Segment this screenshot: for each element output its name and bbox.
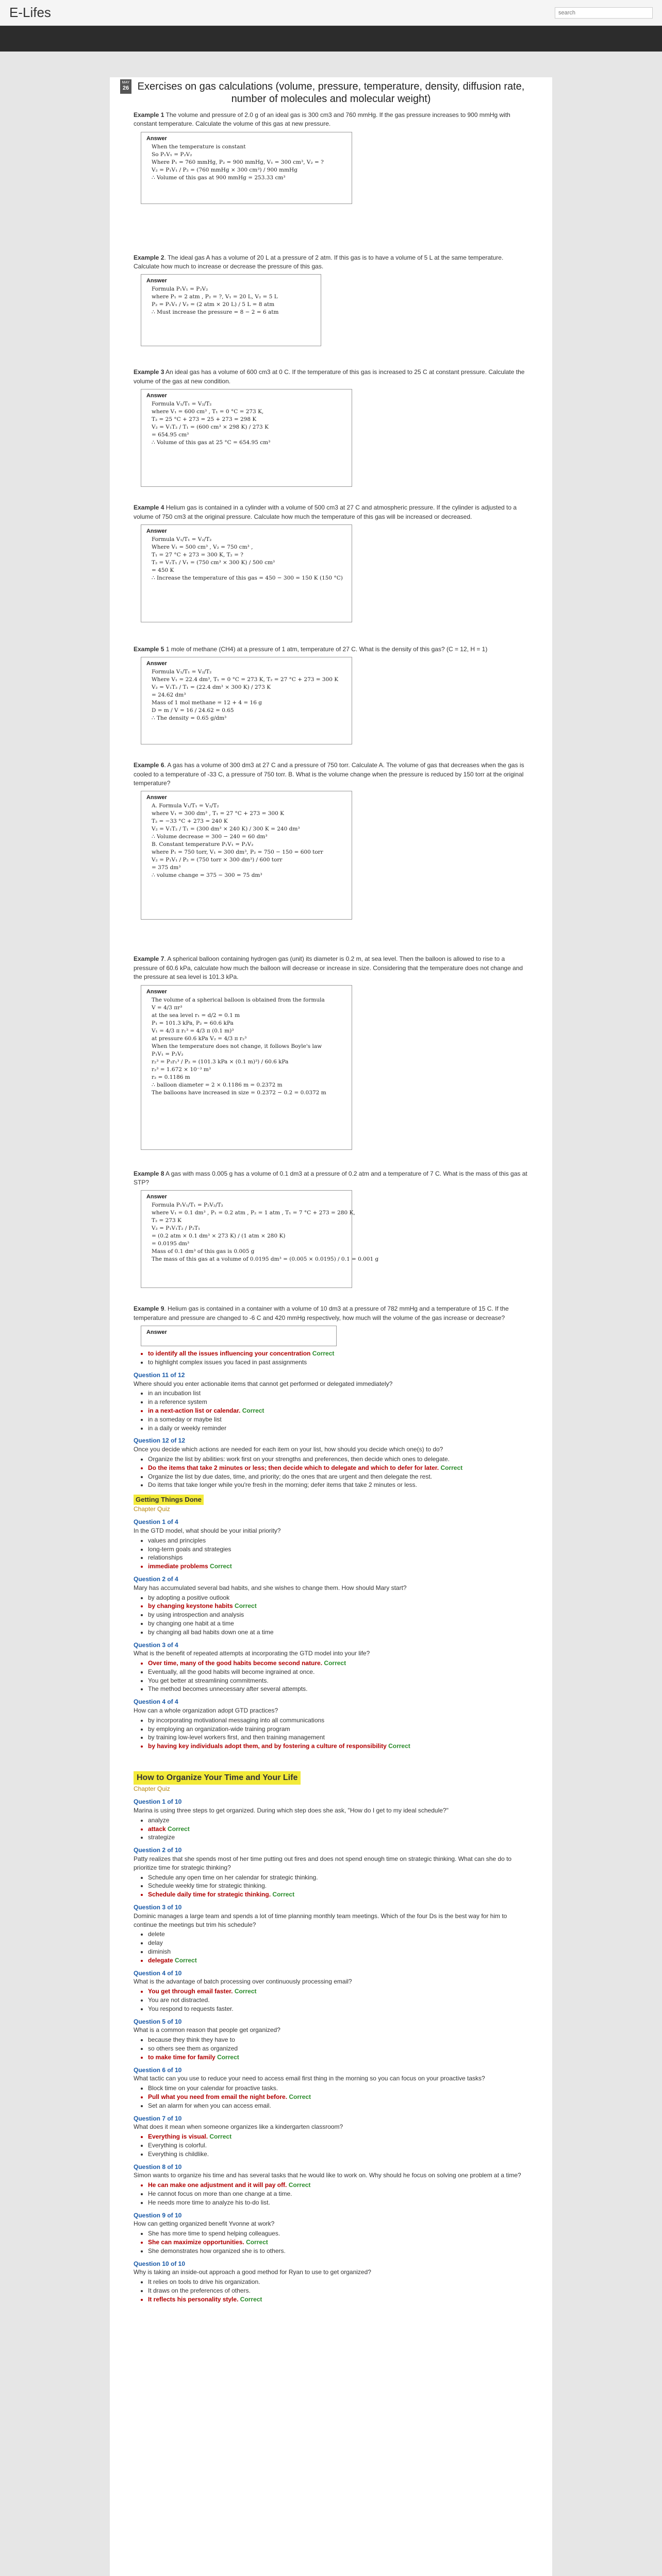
example-text: Example 5 1 mole of methane (CH4) at a pressure of 1 atm, temperature of 27 C. What is the density of this gas? (C = 12, H = 1)	[134, 645, 488, 653]
option-item[interactable]: • Eventually, all the good habits will become ingrained at once.	[148, 1668, 528, 1676]
option-item[interactable]: • You respond to requests faster.	[148, 2005, 528, 2013]
option-item[interactable]: • Set an alarm for when you can access email.	[148, 2102, 528, 2110]
section-heading	[134, 1495, 528, 1505]
answer-line: Formula V₁/T₁ = V₂/T₂	[152, 401, 212, 408]
page-title: Exercises on gas calculations (volume, pressure, temperature, density, diffusion rate, number of molecules and molecular weight)	[137, 81, 525, 105]
option-list	[134, 1389, 528, 1432]
answer-line: P₁V₁ = P₂V₂	[152, 1050, 184, 1057]
option-list	[134, 2084, 528, 2110]
answer-line: Formula P₁V₁ = P₂V₂	[152, 286, 208, 293]
answer-line: r₂ = 0.1186 m	[152, 1074, 190, 1080]
date-badge	[120, 79, 131, 94]
option-item[interactable]: • She has more time to spend helping colleagues.	[148, 2229, 528, 2238]
option-item[interactable]: • in a reference system	[148, 1398, 528, 1406]
option-item[interactable]: • strategize	[148, 1833, 528, 1842]
question-number: Question 12 of 12	[134, 1437, 186, 1445]
question-text: What does it mean when someone organizes like a kindergarten classroom?	[134, 2123, 343, 2131]
answer-line: = 450 K	[152, 567, 174, 573]
example-text: Example 8 A gas with mass 0.005 g has a volume of 0.1 dm3 at a pressure of 0.2 atm and a temperature of 7 C. What is the mass of this gas at STP?	[134, 1170, 527, 1187]
question-number: Question 8 of 10	[134, 2163, 182, 2171]
correct-label: Correct	[168, 1825, 190, 1833]
option-list	[134, 2132, 528, 2158]
option-item[interactable]: • Organize the list by due dates, time, and priority; do the ones that are urgent and then delegate the rest.	[148, 1472, 528, 1481]
answer-line: V₁ = 4/3 π r₁³ = 4/3 π (0.1 m)³	[152, 1027, 234, 1034]
option-list	[134, 1349, 528, 1367]
option-item[interactable]: • by incorporating motivational messaging into all communications	[148, 1716, 528, 1725]
answer-line: A. Formula V₁/T₁ = V₂/T₂	[152, 803, 219, 809]
answer-line: Where V₁ = 22.4 dm³, T₁ = 0 °C = 273 K, T₂ = 27 °C + 273 = 300 K	[152, 676, 339, 683]
date-month: MAY	[122, 81, 130, 84]
option-item[interactable]: • by adopting a positive outlook	[148, 1594, 528, 1602]
correct-label: Correct	[272, 1891, 295, 1899]
option-list	[134, 1987, 528, 2013]
answer-result: ∴ The density = 0.65 g/dm³	[152, 715, 227, 722]
answer-line: T₁ = 27 °C + 273 = 300 K, T₂ = ?	[152, 551, 243, 558]
question-text: In the GTD model, what should be your initial priority?	[134, 1527, 281, 1534]
answer-line: = 0.0195 dm³	[152, 1241, 190, 1247]
answer-box	[141, 985, 352, 1150]
option-item[interactable]: • in a next-action list or calendar. Correct	[148, 1406, 528, 1415]
option-item[interactable]: • by using introspection and analysis	[148, 1611, 528, 1619]
option-item[interactable]: • Pull what you need from email the night before. Correct	[148, 2093, 528, 2102]
option-item[interactable]: • delete	[148, 1930, 528, 1939]
answer-label: Answer	[146, 794, 167, 801]
example-text: Example 1 The volume and pressure of 2.0 g of an ideal gas is 300 cm3 and 760 mmHg. If the gas pressure increases to 900 mmHg with constant temperature. Calculate the volume of this gas at new pressure.	[134, 111, 510, 128]
answer-line: T₂ = −33 °C + 273 = 240 K	[152, 818, 228, 825]
answer-box	[141, 1190, 379, 1288]
question-number: Question 1 of 10	[134, 1798, 182, 1806]
answer-line: T₂ = V₂T₁ / V₁ = (750 cm³ × 300 K) / 500 cm³	[152, 559, 275, 566]
correct-label: Correct	[289, 2093, 311, 2100]
example-label: Example 8	[134, 1170, 164, 1177]
answer-line: r₂³ = P₁r₁³ / P₂ = (101.3 kPa × (0.1 m)³) / 60.6 kPa	[152, 1058, 289, 1065]
example-text: Example 7. A spherical balloon containing hydrogen gas (unit) its diameter is 0.2 m, at sea level. Then the balloon is allowed to rise to a pressure of 60.6 kPa, calculate how much the balloon will decrease or increase in size. Considering that the temperature does not change and the pressure at sea level is 101.3 kPa.	[134, 955, 523, 981]
option-item[interactable]: • Schedule weekly time for strategic thinking.	[148, 1882, 528, 1890]
question-number: Question 10 of 10	[134, 2260, 186, 2267]
option-item[interactable]: • attack Correct	[148, 1825, 528, 1834]
option-list	[134, 2036, 528, 2061]
answer-line: V₂ = V₁T₂ / T₁ = (300 dm³ × 240 K) / 300 K = 240 dm³	[152, 826, 300, 833]
article	[110, 77, 552, 2576]
option-item[interactable]: • by changing keystone habits Correct	[148, 1602, 528, 1611]
answer-result: ∴ Volume of this gas at 25 °C = 654.95 cm³	[152, 439, 271, 446]
option-item[interactable]: • He needs more time to analyze his to-do list.	[148, 2198, 528, 2207]
answer-line: D = m / V = 16 / 24.62 = 0.65	[152, 707, 234, 714]
question-number: Question 3 of 10	[134, 1904, 182, 1911]
question-text: Mary has accumulated several bad habits, and she wishes to change them. How should Mary start?	[134, 1584, 407, 1591]
answer-box	[141, 274, 321, 346]
answer-line: P₂ = P₁V₁ / V₂ = (2 atm × 20 L) / 5 L = 8 atm	[152, 301, 275, 308]
answer-box	[141, 791, 352, 920]
option-item[interactable]: • It reflects his personality style. Correct	[148, 2295, 528, 2304]
example-label: Example 9	[134, 1305, 164, 1313]
answer-line: When the temperature is constant	[152, 143, 246, 150]
examples	[134, 111, 528, 1346]
option-item[interactable]: • It relies on tools to drive his organization.	[148, 2278, 528, 2286]
question-number: Question 6 of 10	[134, 2066, 182, 2074]
option-item[interactable]: • delegate Correct	[148, 1956, 528, 1965]
answer-label: Answer	[146, 528, 167, 534]
correct-label: Correct	[210, 1563, 232, 1570]
option-item[interactable]: • values and principles	[148, 1536, 528, 1545]
question-text: How can getting organized benefit Yvonne at work?	[134, 2220, 275, 2228]
nav-bar	[0, 26, 662, 52]
answer-box	[141, 389, 352, 487]
quizzes	[134, 1349, 528, 2303]
option-item[interactable]: • You get through email faster. Correct	[148, 1987, 528, 1996]
answer-label: Answer	[146, 278, 167, 284]
option-list	[134, 1659, 528, 1693]
answer-line: T₂ = 273 K	[152, 1217, 181, 1224]
answer-line: The volume of a spherical balloon is obtained from the formula	[152, 996, 325, 1003]
correct-label: Correct	[388, 1742, 410, 1750]
correct-label: Correct	[175, 1956, 197, 1964]
answer-result: ∴ Increase the temperature of this gas = 450 − 300 = 150 K (150 °C)	[152, 574, 343, 581]
answer-box	[141, 132, 352, 204]
option-item[interactable]: • by having key individuals adopt them, and by fostering a culture of responsibility Correct	[148, 1742, 528, 1751]
answer-line: V₂ = P₁V₁ / P₂ = (750 torr × 300 dm³) / 600 torr	[152, 857, 283, 863]
answer-line: P₁ = 101.3 kPa, P₂ = 60.6 kPa	[152, 1020, 234, 1026]
option-item[interactable]: • so others see them as organized	[148, 2044, 528, 2053]
option-list	[134, 2229, 528, 2255]
question-number: Question 4 of 10	[134, 1969, 182, 1977]
question-number: Question 11 of 12	[134, 1371, 185, 1379]
question-text: Why is taking an inside-out approach a good method for Ryan to use to get organized?	[134, 2268, 371, 2276]
example-text: Example 3 An ideal gas has a volume of 600 cm3 at 0 C. If the temperature of this gas is increased to 25 C at constant pressure. Calculate the volume of the gas at new condition.	[134, 368, 525, 385]
answer-line: = (0.2 atm × 0.1 dm³ × 273 K) / (1 atm × 280 K)	[152, 1233, 286, 1240]
answer-line: where V₁ = 600 cm³ , T₁ = 0 °C = 273 K,	[152, 409, 264, 415]
answer-label: Answer	[146, 393, 167, 399]
answer-line: where V₁ = 0.1 dm³ , P₁ = 0.2 atm , P₂ = 1 atm , T₁ = 7 °C + 273 = 280 K,	[152, 1210, 355, 1216]
example-label: Example 1	[134, 111, 164, 118]
answer-line: = 24.62 dm³	[152, 692, 186, 699]
option-item[interactable]: • by employing an organization-wide training program	[148, 1725, 528, 1734]
option-item[interactable]: • He cannot focus on more than one change at a time.	[148, 2190, 528, 2198]
correct-label: Correct	[246, 2238, 268, 2246]
answer-line: So P₁V₁ = P₂V₂	[152, 151, 192, 158]
section-title: How to Organize Your Time and Your Life	[134, 1771, 301, 1785]
answer-label: Answer	[146, 135, 167, 142]
option-item[interactable]: • to identify all the issues influencing your concentration Correct	[148, 1349, 528, 1358]
question-text: Marina is using three steps to get organized. During which step does she ask, "How do I get to my ideal schedule?"	[134, 1807, 449, 1815]
answer-line: Formula P₁V₁/T₁ = P₂V₂/T₂	[152, 1202, 223, 1209]
question-text: What is the benefit of repeated attempts at incorporating the GTD model into your life?	[134, 1650, 370, 1657]
answer-result: ∴ Volume of this gas at 900 mmHg = 253.33 cm³	[152, 174, 286, 181]
site-brand[interactable]: E-Lifes	[9, 5, 51, 20]
answer-result: ∴ Must increase the pressure = 8 − 2 = 6 atm	[152, 309, 279, 316]
option-list	[134, 1816, 528, 1842]
example-label: Example 7	[134, 955, 164, 963]
site-header	[0, 0, 662, 26]
option-list	[134, 1716, 528, 1751]
section-subtitle: Chapter Quiz	[134, 1785, 170, 1793]
question-text: What tactic can you use to reduce your need to access email first thing in the morning so you can focus on your proactive tasks?	[134, 2075, 485, 2082]
correct-label: Correct	[440, 1464, 463, 1471]
answer-label: Answer	[146, 988, 167, 995]
question-number: Question 2 of 4	[134, 1575, 178, 1583]
option-list	[134, 1455, 528, 1489]
question-text: What is a common reason that people get organized?	[134, 2026, 280, 2034]
example-label: Example 5	[134, 645, 164, 653]
option-item[interactable]: • You are not distracted.	[148, 1996, 528, 2005]
example-text: Example 2. The ideal gas A has a volume of 20 L at a pressure of 2 atm. If this gas is to have a volume of 5 L at the same temperature. Calculate how much to increase or decrease the pressure of this gas.	[134, 253, 504, 270]
option-item[interactable]: • It draws on the preferences of others.	[148, 2286, 528, 2295]
answer-line: at the sea level r₁ = d/2 = 0.1 m	[152, 1012, 240, 1019]
answer-box	[141, 524, 352, 622]
answer-line: Mass of 1 mol methane = 12 + 4 = 16 g	[152, 700, 262, 706]
answer-line: Mass of 0.1 dm³ of this gas is 0.005 g	[152, 1248, 255, 1255]
option-list	[134, 2278, 528, 2303]
question-number: Question 1 of 4	[134, 1518, 178, 1526]
option-item[interactable]: • in an incubation list	[148, 1389, 528, 1398]
option-item[interactable]: • long-term goals and strategies	[148, 1545, 528, 1554]
question-text: What is the advantage of batch processing over continuously processing email?	[134, 1978, 352, 1986]
answer-line: r₂³ = 1.672 × 10⁻³ m³	[152, 1066, 211, 1073]
answer-line: V₂ = V₁T₂ / T₁ = (22.4 dm³ × 300 K) / 273 K	[152, 684, 271, 691]
answer-line: ∴ balloon diameter = 2 × 0.1186 m = 0.2372 m	[152, 1081, 283, 1088]
section-title: Getting Things Done	[134, 1495, 204, 1505]
answer-line: at pressure 60.6 kPa V₂ = 4/3 π r₂³	[152, 1035, 247, 1042]
answer-label: Answer	[146, 660, 167, 667]
example-label: Example 3	[134, 368, 164, 376]
answer-line: = 654.95 cm³	[152, 432, 189, 438]
question-text: Simon wants to organize his time and has several tasks that he would like to work on. Why should he focus on solving one problem at a time?	[134, 2172, 521, 2179]
correct-label: Correct	[217, 2053, 239, 2061]
correct-label: Correct	[234, 1988, 257, 1995]
question-number: Question 9 of 10	[134, 2211, 182, 2219]
option-item[interactable]: • He can make one adjustment and it will pay off. Correct	[148, 2181, 528, 2190]
option-item[interactable]: • in a daily or weekly reminder	[148, 1424, 528, 1433]
correct-label: Correct	[240, 2295, 262, 2303]
option-item[interactable]: • Everything is visual. Correct	[148, 2132, 528, 2141]
option-item[interactable]: • Block time on your calendar for proactive tasks.	[148, 2084, 528, 2093]
question-number: Question 3 of 4	[134, 1641, 178, 1649]
answer-line: T₂ = 25 °C + 273 = 25 + 273 = 298 K	[152, 416, 257, 423]
correct-label: Correct	[312, 1350, 335, 1358]
question-number: Question 5 of 10	[134, 2018, 182, 2025]
correct-label: Correct	[324, 1659, 346, 1667]
answer-line: Formula V₁/T₁ = V₂/T₂	[152, 536, 212, 543]
search-input[interactable]	[555, 7, 653, 19]
option-item[interactable]: • delay	[148, 1939, 528, 1947]
answer-line: When the temperature does not change, it follows Boyle's law	[152, 1043, 322, 1049]
option-item[interactable]: • Do the items that take 2 minutes or less; then decide which to delegate and which to defer for later. Correct	[148, 1464, 528, 1472]
question-number: Question 2 of 10	[134, 1846, 182, 1854]
option-list	[134, 1873, 528, 1899]
option-item[interactable]: • by changing all bad habits down one at a time	[148, 1628, 528, 1637]
option-item[interactable]: • You get better at streamlining commitments.	[148, 1676, 528, 1685]
option-item[interactable]: • Schedule any open time on her calendar for strategic thinking.	[148, 1873, 528, 1882]
example-label: Example 2	[134, 253, 164, 261]
answer-result: The mass of this gas at a volume of 0.0195 dm³ = (0.005 × 0.0195) / 0.1 = 0.001 g	[152, 1256, 379, 1263]
answer-line: = 375 dm³	[152, 865, 181, 871]
option-list	[134, 1594, 528, 1637]
option-item[interactable]: • Organize the list by abilities: work first on your strengths and preferences, then decide which ones to delegate.	[148, 1455, 528, 1464]
answer-box	[141, 657, 352, 744]
section-heading	[134, 1771, 528, 1785]
option-item[interactable]: • Schedule daily time for strategic thinking. Correct	[148, 1890, 528, 1899]
answer-box	[141, 1326, 337, 1346]
option-item[interactable]: • immediate problems Correct	[148, 1562, 528, 1571]
example-label: Example 6	[134, 761, 164, 769]
answer-line: Formula V₁/T₁ = V₂/T₂	[152, 669, 212, 675]
answer-result: The balloons have increased in size = 0.2372 − 0.2 = 0.0372 m	[152, 1089, 326, 1096]
option-item[interactable]: • Do items that take longer while you're fresh in the morning; defer items that take 2 minutes or less.	[148, 1481, 528, 1489]
option-item[interactable]: • Everything is childlike.	[148, 2150, 528, 2159]
answer-line: V₂ = V₁T₂ / T₁ = (600 cm³ × 298 K) / 273 K	[152, 424, 269, 431]
answer-line: ∴ Volume decrease = 300 − 240 = 60 dm³	[152, 834, 268, 840]
answer-line: where P₁ = 2 atm , P₂ = ?, V₁ = 20 L, V₂ = 5 L	[152, 294, 278, 300]
option-item[interactable]: • because they think they have to	[148, 2036, 528, 2044]
option-item[interactable]: • to highlight complex issues you faced in past assignments	[148, 1358, 528, 1367]
example-label: Example 4	[134, 504, 164, 512]
option-list	[134, 1536, 528, 1571]
option-item[interactable]: • Over time, many of the good habits become second nature. Correct	[148, 1659, 528, 1668]
example-text: Example 9. Helium gas is contained in a container with a volume of 10 dm3 at a pressure of 782 mmHg and a temperature of 15 C. If the temperature and pressure are changed to -6 C and 420 mmHg respectively, how much will the volume of the gas increase or decrease?	[134, 1305, 509, 1321]
answer-line: B. Constant temperature P₁V₁ = P₂V₂	[152, 841, 254, 848]
option-item[interactable]: • She demonstrates how organized she is to others.	[148, 2247, 528, 2256]
answer-line: Where V₁ = 500 cm³ , V₂ = 750 cm³ ,	[152, 544, 253, 550]
answer-line: V = 4/3 πr³	[152, 1004, 183, 1011]
answer-label: Answer	[146, 1194, 167, 1200]
example-text: Example 6. A gas has a volume of 300 dm3 at 27 C and a pressure of 750 torr. Calculate A. The volume of gas that decreases when the gas is cooled to a temperature of -33 C, a pressure of 750 torr. B. What is the volume change when the pressure is reduced by 150 torr at the original temperature?	[134, 761, 524, 787]
question-text: Patty realizes that she spends most of her time putting out fires and does not spend enough time on strategic thinking. What can she do to prioritize time for strategic thinking?	[134, 1855, 512, 1871]
correct-label: Correct	[288, 2181, 311, 2189]
question-text: Once you decide which actions are needed for each item on your list, how should you decide which one(s) to do?	[134, 1446, 443, 1453]
question-number: Question 4 of 4	[134, 1698, 178, 1706]
question-text: Dominic manages a large team and spends a lot of time planning monthly team meetings. Which of the four Ds is the best way for him to continue the meetings but trim his schedule?	[134, 1912, 507, 1928]
answer-result: ∴ volume change = 375 − 300 = 75 dm³	[152, 872, 262, 879]
answer-line: V₂ = P₁V₁T₂ / P₂T₁	[152, 1225, 201, 1232]
question-text: How can a whole organization adopt GTD practices?	[134, 1707, 278, 1715]
option-item[interactable]: • diminish	[148, 1947, 528, 1956]
answer-line: V₂ = P₁V₁ / P₂ = (760 mmHg × 300 cm³) / 900 mmHg	[152, 166, 297, 173]
correct-label: Correct	[242, 1406, 264, 1414]
option-item[interactable]: • The method becomes unnecessary after several attempts.	[148, 1685, 528, 1693]
answer-line: Where P₁ = 760 mmHg, P₂ = 900 mmHg, V₁ = 300 cm³, V₂ = ?	[152, 159, 324, 165]
section-subtitle: Chapter Quiz	[134, 1505, 170, 1513]
option-list	[134, 2181, 528, 2207]
question-text: Where should you enter actionable items that cannot get performed or delegated immediately?	[134, 1380, 393, 1387]
question-number: Question 7 of 10	[134, 2114, 182, 2122]
example-text: Example 4 Helium gas is contained in a cylinder with a volume of 500 cm3 at 27 C and atmospheric pressure. If the cylinder is adjusted to a volume of 750 cm3 at the original pressure. Calculate how much the temperature of this gas will be increased or decreased.	[134, 504, 517, 520]
option-item[interactable]: • to make time for family Correct	[148, 2053, 528, 2062]
answer-line: where V₁ = 300 dm³ , T₁ = 27 °C + 273 = 300 K	[152, 810, 284, 817]
option-item[interactable]: • by changing one habit at a time	[148, 1619, 528, 1628]
option-item[interactable]: • relationships	[148, 1553, 528, 1562]
option-item[interactable]: • She can maximize opportunities. Correct	[148, 2238, 528, 2247]
answer-label: Answer	[146, 1329, 167, 1336]
date-day: 26	[122, 85, 129, 92]
option-item[interactable]: • by training low-level workers first, and then training management	[148, 1733, 528, 1742]
correct-label: Correct	[209, 2133, 232, 2141]
correct-label: Correct	[235, 1602, 257, 1610]
option-item[interactable]: • Everything is colorful.	[148, 2141, 528, 2150]
answer-line: where P₁ = 750 torr, V₁ = 300 dm³, P₂ = 750 − 150 = 600 torr	[152, 849, 323, 856]
option-item[interactable]: • analyze	[148, 1816, 528, 1825]
option-list	[134, 1930, 528, 1964]
option-item[interactable]: • in a someday or maybe list	[148, 1415, 528, 1424]
